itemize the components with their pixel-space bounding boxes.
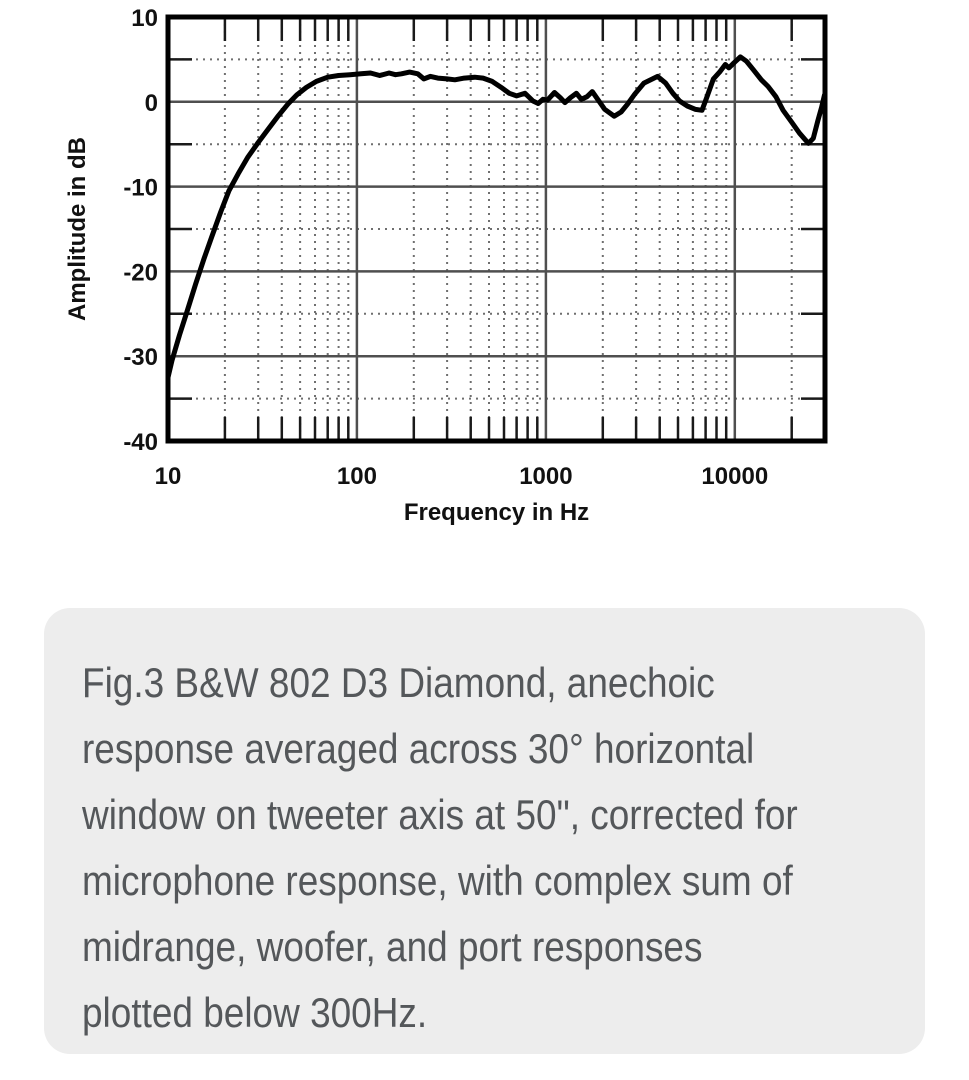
svg-text:-30: -30 [123,344,158,372]
caption-line-5: midrange, woofer, and port responses [82,923,703,970]
svg-text:-40: -40 [123,429,158,456]
caption-line-3: window on tweeter axis at 50", corrected for [82,791,798,838]
svg-text:10000: 10000 [701,463,769,490]
figure-caption-card [44,608,925,1054]
svg-text:1000: 1000 [519,463,573,490]
caption-line-2: response averaged across 30° horizontal [82,725,755,772]
svg-text:100: 100 [336,463,377,490]
y-axis-title: Amplitude in dB [64,137,91,321]
svg-text:-10: -10 [123,174,158,202]
caption-line-1: Fig.3 B&W 802 D3 Diamond, anechoic [82,659,715,706]
caption-line-4: microphone response, with complex sum of [82,857,793,904]
y-tick-labels [123,5,158,456]
svg-text:10: 10 [154,463,182,490]
response-curve [168,57,825,378]
grid [168,17,825,441]
svg-text:-20: -20 [123,259,158,287]
x-tick-labels [155,463,769,490]
svg-text:0: 0 [144,89,158,117]
x-axis-title: Frequency in Hz [403,499,590,526]
svg-text:10: 10 [131,5,158,32]
caption-line-6: plotted below 300Hz. [82,989,428,1036]
